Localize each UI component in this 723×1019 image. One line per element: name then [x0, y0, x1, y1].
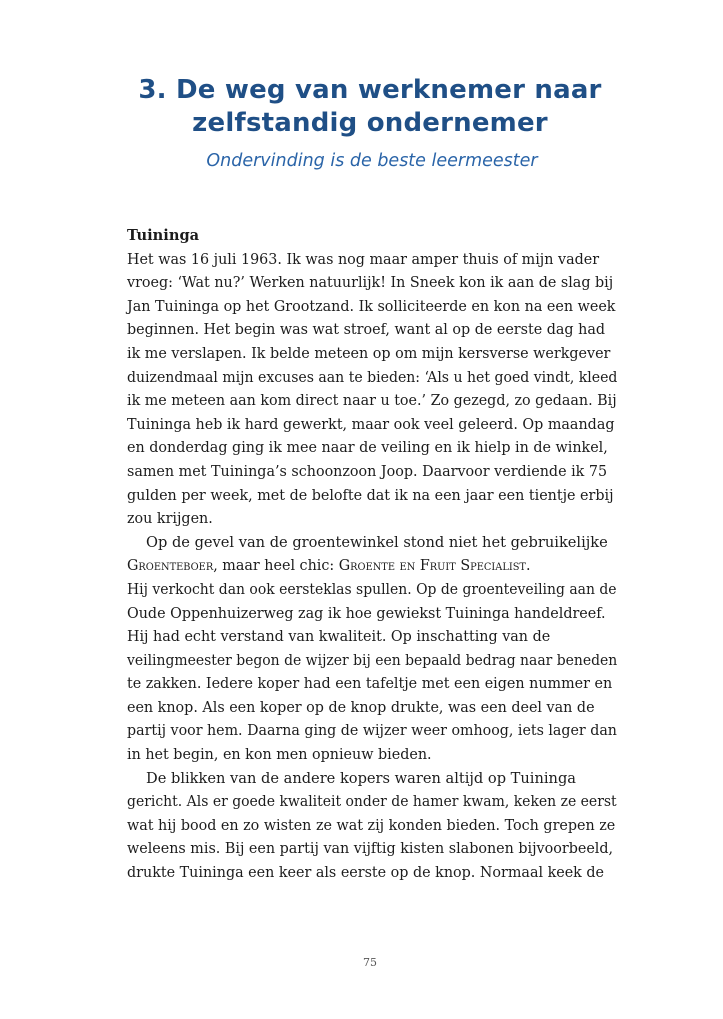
paragraph-line: gericht. Als er goede kwaliteit onder de hamer kwam, keken ze eerst — [127, 793, 617, 811]
paragraph-line-smallcaps — [127, 554, 617, 578]
chapter-title — [0, 74, 723, 140]
paragraph-line: vroeg: ‘Wat nu?’ Werken natuurlijk! In Sneek kon ik aan de slag bij — [127, 274, 614, 292]
paragraph-line: Hij had echt verstand van kwaliteit. Op inschatting van de — [127, 628, 551, 646]
paragraph-line: Het was 16 juli 1963. Ik was nog maar amper thuis of mijn vader — [127, 250, 600, 268]
paragraph-line: weleens mis. Bij een partij van vijftig kisten slabonen bijvoorbeeld, — [127, 840, 614, 858]
paragraph-line: beginnen. Het begin was wat stroef, want al op de eerste dag had — [127, 321, 606, 339]
paragraph-line: ik me meteen aan kom direct naar u toe.’ Zo gezegd, zo gedaan. Bij — [127, 392, 617, 410]
paragraph-line: partij voor hem. Daarna ging de wijzer weer omhoog, iets lager dan — [127, 722, 617, 740]
chapter-title-line-2: zelfstandig ondernemer — [192, 108, 548, 138]
paragraph-line: Oude Oppenhuizerweg zag ik hoe gewiekst Tuininga handeldreef. — [127, 604, 606, 622]
chapter-title-line-1: 3. De weg van werknemer naar — [138, 75, 602, 105]
paragraph-line: Jan Tuininga op het Grootzand. Ik solliciteerde en kon na een week — [127, 297, 616, 315]
paragraph-line: samen met Tuininga’s schoonzoon Joop. Daarvoor verdiende ik 75 — [127, 462, 608, 480]
paragraph-line: te zakken. Iedere koper had een tafeltje met een eigen nummer en — [127, 675, 613, 693]
paragraph-line: Op de gevel van de groentewinkel stond niet het gebruikelijke — [146, 533, 608, 551]
inline-text: , maar heel chic: — [213, 557, 339, 575]
paragraph-line: Tuininga heb ik hard gewerkt, maar ook veel geleerd. Op maandag — [127, 415, 615, 433]
paragraph-line: in het begin, en kon men opnieuw bieden. — [127, 746, 432, 764]
paragraph-line: gulden per week, met de belofte dat ik na een jaar een tientje erbij — [127, 486, 614, 504]
inline-text: . — [525, 557, 531, 575]
paragraph-line: veilingmeester begon de wijzer bij een bepaald bedrag naar beneden — [127, 651, 618, 669]
paragraph-line: drukte Tuininga een keer als eerste op de knop. Normaal keek de — [127, 864, 605, 882]
paragraph-line: een knop. Als een koper op de knop drukte, was een deel van de — [127, 698, 595, 716]
body-text — [127, 224, 627, 885]
paragraph-line: wat hij bood en zo wisten ze wat zij konden bieden. Toch grepen ze — [127, 816, 616, 834]
chapter-subtitle: Ondervinding is de beste leermeester — [206, 151, 538, 171]
sign-text-groenteboer: Groenteboer — [127, 557, 214, 575]
paragraph-line: De blikken van de andere kopers waren altijd op Tuininga — [146, 769, 576, 787]
paragraph-line: duizendmaal mijn excuses aan te bieden: ‘Als u het goed vindt, kleed — [127, 368, 618, 386]
section-heading: Tuininga — [127, 227, 200, 244]
paragraph-line: en donderdag ging ik mee naar de veiling en ik hielp in de winkel, — [127, 439, 608, 457]
paragraph-line: Hij verkocht dan ook eersteklas spullen. Op de groenteveiling aan de — [127, 580, 617, 598]
paragraph-line: ik me verslapen. Ik belde meteen op om mijn kersverse werkgever — [127, 344, 611, 362]
sign-text-specialist: Groente en Fruit Specialist — [338, 557, 526, 575]
paragraph-line: zou krijgen. — [127, 510, 213, 528]
page-number: 75 — [363, 956, 377, 969]
